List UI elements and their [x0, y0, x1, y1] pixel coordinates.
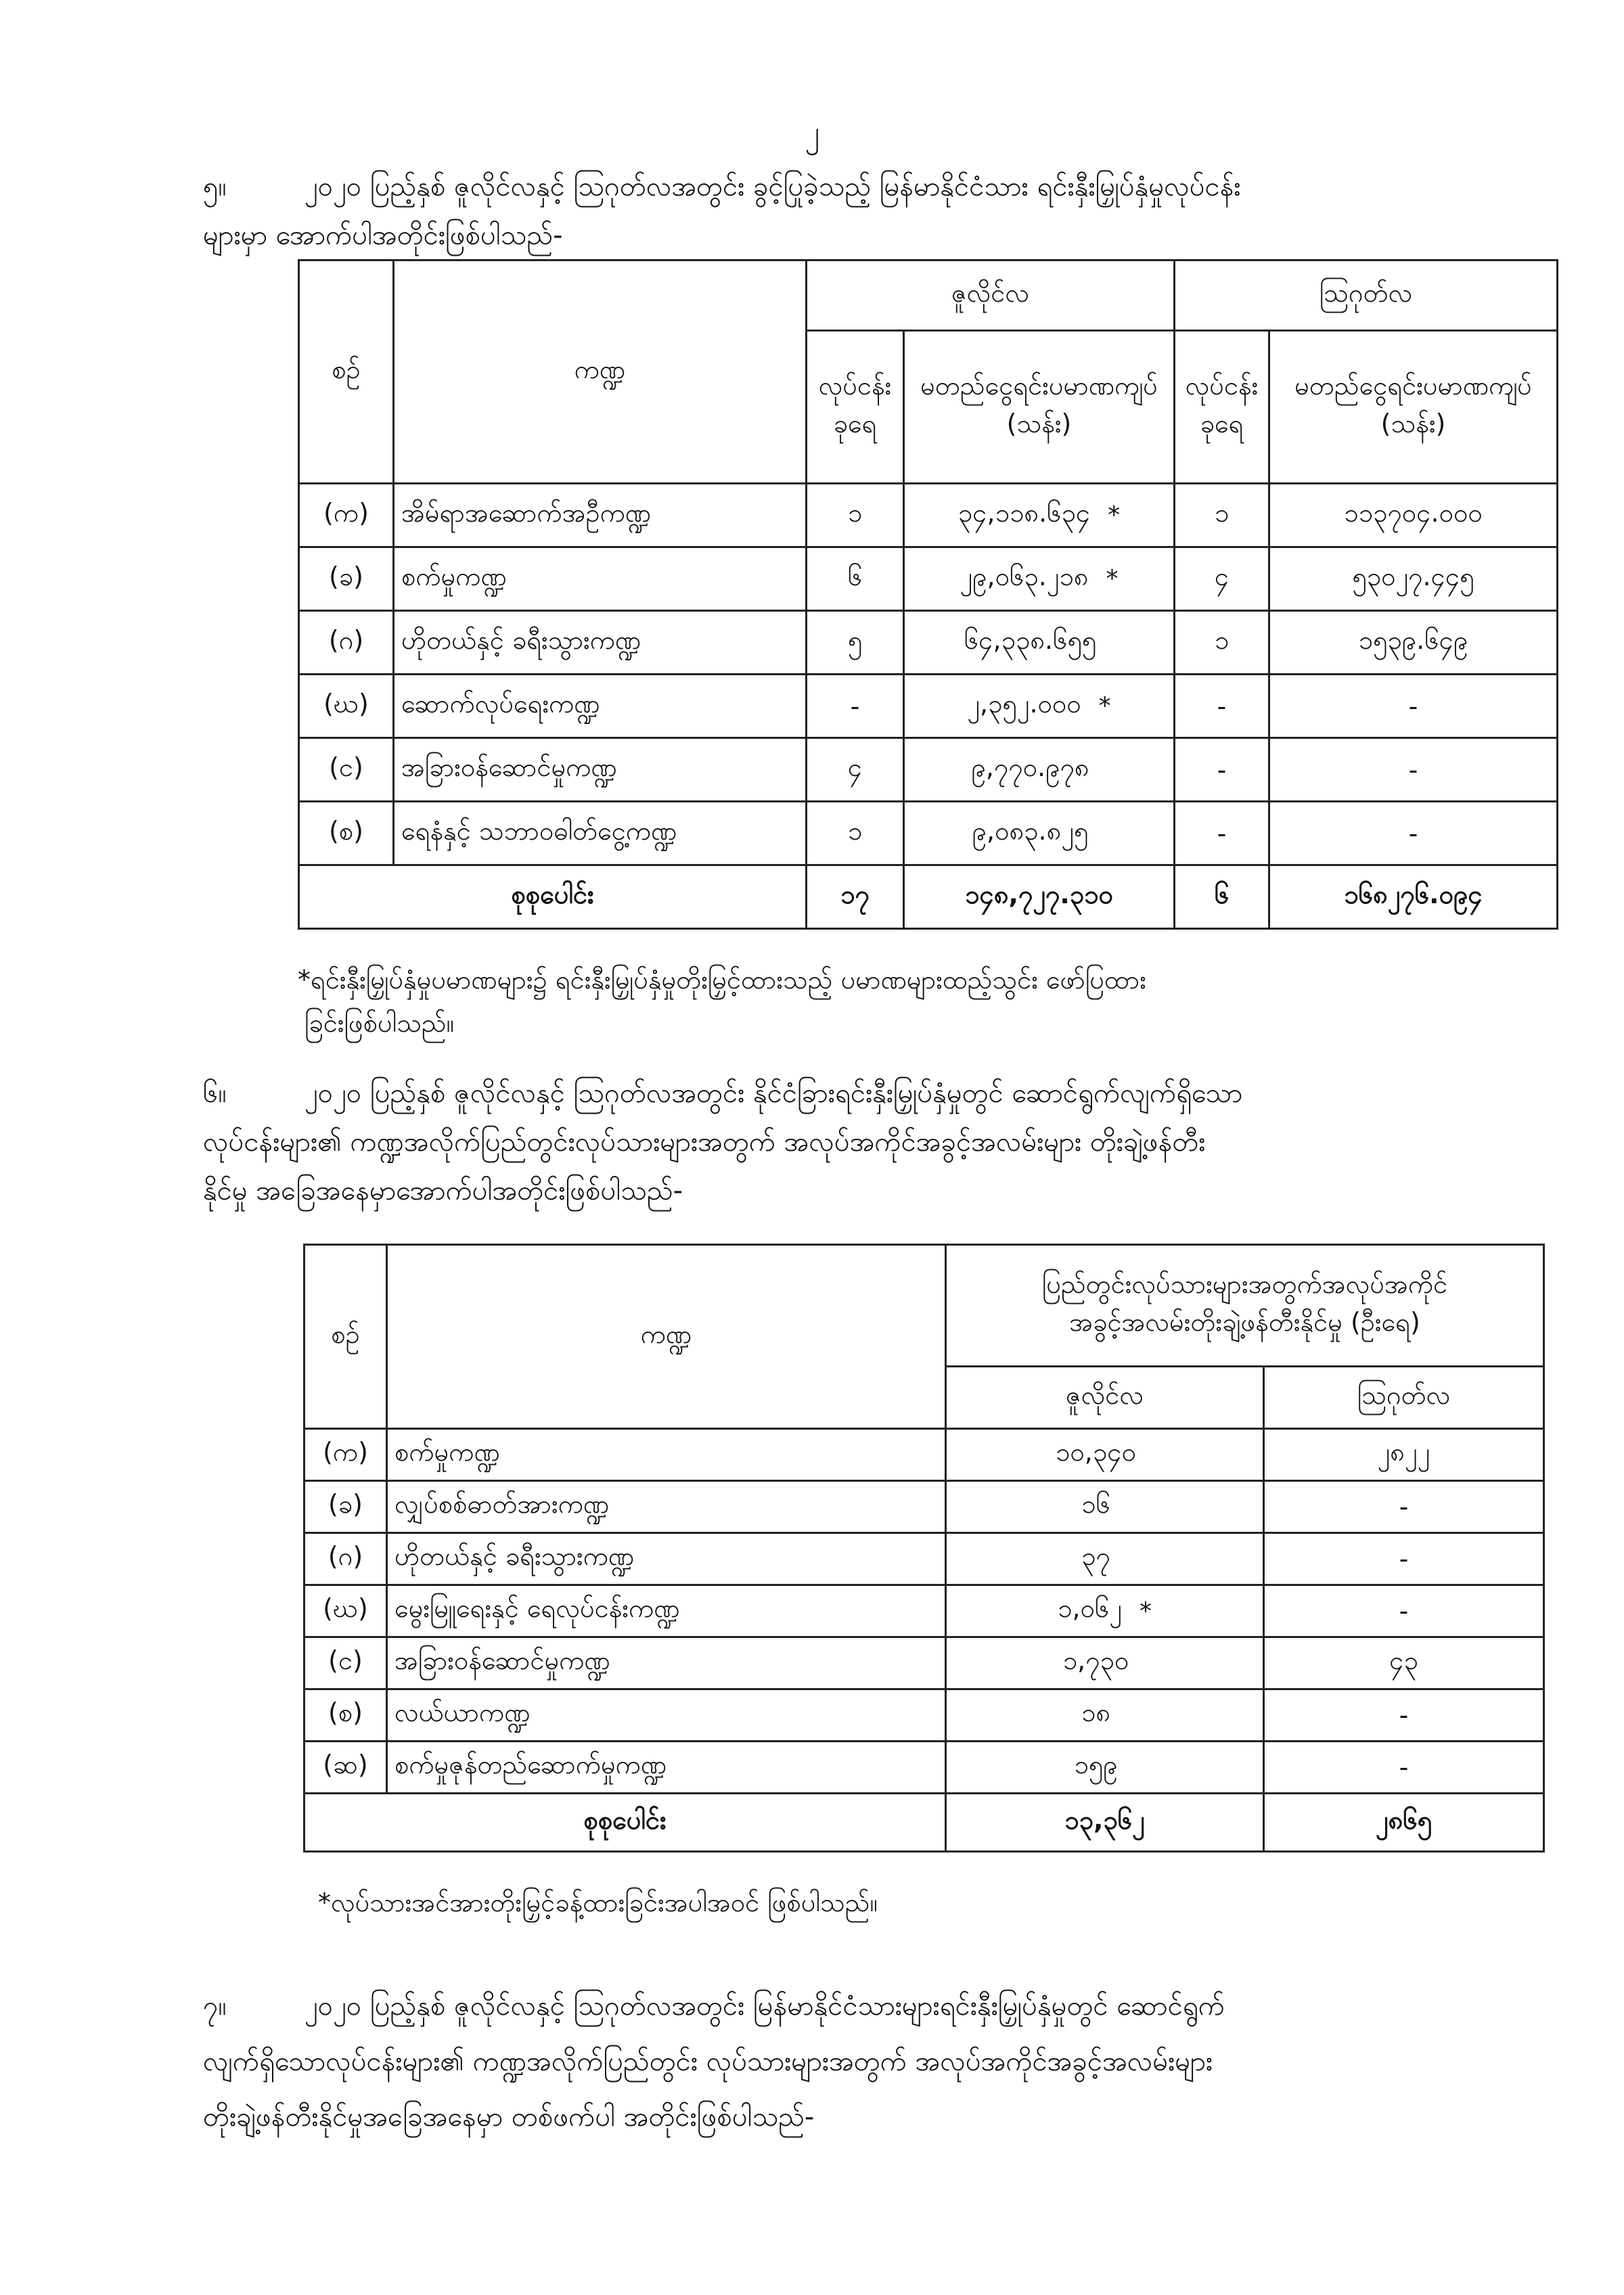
row-aug-count: -	[1175, 802, 1269, 865]
row-sector: ဟိုတယ်နှင့် ခရီးသွားကဏ္ဍ	[394, 611, 807, 675]
total-july-count: ၁၇	[807, 865, 904, 929]
section-7-paragraph	[203, 1978, 1556, 2145]
table2-row	[304, 1533, 1544, 1585]
row-july-count: ၁	[807, 484, 904, 547]
table2-row-no: (ဃ)	[304, 1585, 387, 1637]
row-july-amount-cell	[904, 738, 1175, 802]
table2-column-header-july: ဇူလိုင်လ	[946, 1367, 1264, 1429]
column-header-sector: ကဏ္ဍ	[394, 260, 807, 484]
table2-header-row	[304, 1245, 1544, 1367]
table2-row-july: ၁၈	[1081, 1698, 1111, 1727]
section-6-number: ၆။	[203, 1078, 227, 1109]
row-aug-amount: ၁၅၃၉.၆၄၉	[1269, 611, 1558, 675]
table2-row-sector: လယ်ယာကဏ္ဍ	[387, 1689, 946, 1742]
row-no: (င)	[299, 738, 394, 802]
row-star-marker: *	[1106, 565, 1119, 593]
table2-row-august: -	[1264, 1585, 1544, 1637]
row-aug-amount: -	[1269, 738, 1558, 802]
row-sector: ဆောက်လုပ်ရေးကဏ္ဍ	[394, 675, 807, 738]
table2-total-label: စုစုပေါင်း	[304, 1794, 946, 1852]
table2-row-no: (စ)	[304, 1689, 387, 1742]
table2-row-july-cell	[946, 1742, 1264, 1794]
table2-total-row	[304, 1794, 1544, 1852]
table-row	[299, 802, 1558, 865]
row-july-count: ၅	[807, 611, 904, 675]
table2-row-august: ၄၃	[1264, 1637, 1544, 1689]
table2-row-sector: စက်မှုကဏ္ဍ	[387, 1429, 946, 1481]
table2-row-july: ၁၅၉	[1074, 1750, 1118, 1779]
table2-row-august: ၂၈၂၂	[1264, 1429, 1544, 1481]
table2-row	[304, 1637, 1544, 1689]
section-6-line-2: လုပ်ငန်းများ၏ ကဏ္ဍအလိုက်ပြည်တွင်းလုပ်သားများအတွက် အလုပ်အကိုင်အခွင့်အလမ်းများ တိုးချဲ့ဖန်တီး	[203, 1127, 1206, 1158]
table2-row-no: (ဆ)	[304, 1742, 387, 1794]
table2-row-july: ၁,၀၆၂	[1058, 1593, 1122, 1623]
column-header-july-count: လုပ်ငန်းခုရေ	[807, 331, 904, 484]
row-no: (စ)	[299, 802, 394, 865]
table-row	[299, 675, 1558, 738]
table2-row-no: (က)	[304, 1429, 387, 1481]
row-aug-count: ၁	[1175, 484, 1269, 547]
column-header-aug-amount: မတည်ငွေရင်းပမာဏကျပ် (သန်း)	[1269, 331, 1558, 484]
row-sector: ရေနံနှင့် သဘာဝဓါတ်ငွေ့ကဏ္ဍ	[394, 802, 807, 865]
section-7-line-3: တိုးချဲ့ဖန်တီးနိုင်မှုအခြေအနေမှာ တစ်ဖက်ပါ အတိုင်းဖြစ်ပါသည်-	[203, 2101, 815, 2133]
section-6-line-1: ၂၀၂၀ ပြည့်နှစ် ဇူလိုင်လနှင့် ဩဂုတ်လအတွင်း နိုင်ငံခြားရင်းနှီးမြှုပ်နှံမှုတွင် ဆောင်ရွက်လျက်ရှိသော	[304, 1078, 1243, 1109]
table2-row	[304, 1481, 1544, 1533]
total-aug-amount: ၁၆၈၂၇၆.၀၉၄	[1269, 865, 1558, 929]
table2-row-sector: စက်မှုဇုန်တည်ဆောက်မှုကဏ္ဍ	[387, 1742, 946, 1794]
table2-row-sector: ဟိုတယ်နှင့် ခရီးသွားကဏ္ဍ	[387, 1533, 946, 1585]
section-5-line-2: များမှာ အောက်ပါအတိုင်းဖြစ်ပါသည်-	[203, 220, 563, 251]
table2-row-sector: အခြားဝန်ဆောင်မှုကဏ္ဍ	[387, 1637, 946, 1689]
row-sector: စက်မှုကဏ္ဍ	[394, 547, 807, 611]
row-july-count: ၆	[807, 547, 904, 611]
row-july-amount: ၉,၀၈၃.၈၂၅	[972, 815, 1089, 846]
table2-column-header-august: ဩဂုတ်လ	[1264, 1367, 1544, 1429]
section-6-paragraph	[203, 1069, 1556, 1215]
row-aug-count: -	[1175, 675, 1269, 738]
section-6-line-3: နိုင်မှု အခြေအနေမှာအောက်ပါအတိုင်းဖြစ်ပါသည်-	[203, 1175, 683, 1206]
table2-total-july: ၁၃,၃၆၂	[946, 1794, 1264, 1852]
table2-row	[304, 1742, 1544, 1794]
row-july-amount: ၆၄,၃၃၈.၆၅၅	[964, 624, 1097, 655]
employment-table	[303, 1244, 1545, 1853]
row-july-amount: ၃၄,၁၁၈.၆၃၄	[957, 497, 1091, 528]
table2-row-no: (င)	[304, 1637, 387, 1689]
total-aug-count: ၆	[1175, 865, 1269, 929]
table2-group-line-1: ပြည်တွင်းလုပ်သားများအတွက်အလုပ်အကိုင်	[1041, 1269, 1448, 1299]
row-july-count: ၁	[807, 802, 904, 865]
section-7-number: ၇။	[203, 1991, 227, 2022]
section-5-number: ၅။	[203, 171, 227, 202]
table2-row	[304, 1689, 1544, 1742]
section-7-line-2: လျက်ရှိသောလုပ်ငန်းများ၏ ကဏ္ဍအလိုက်ပြည်တွင်း လုပ်သားများအတွက် အလုပ်အကိုင်အခွင့်အလမ်းများ	[203, 2046, 1213, 2077]
note-1-line-1: *ရင်းနှီးမြှုပ်နှံမှုပမာဏများ၌ ရင်းနှီးမြှုပ်နှံမှုတိုးမြှင့်ထားသည့် ပမာဏများထည့်သွင်း ဖော်ပြထား	[298, 965, 1146, 995]
table2-row-no: (ဂ)	[304, 1533, 387, 1585]
table2-row-july-cell	[946, 1533, 1264, 1585]
row-sector: အိမ်ရာအဆောက်အဦကဏ္ဍ	[394, 484, 807, 547]
table2-row-star-marker: *	[1139, 1597, 1152, 1625]
row-july-amount-cell	[904, 675, 1175, 738]
table2-row	[304, 1585, 1544, 1637]
row-july-count: ၄	[807, 738, 904, 802]
table2-row-august: -	[1264, 1742, 1544, 1794]
table2-row-july: ၁၆	[1081, 1489, 1110, 1519]
table2-row-july: ၁,၇၃၀	[1062, 1645, 1129, 1675]
table2-total-august: ၂၈၆၅	[1264, 1794, 1544, 1852]
row-july-amount: ၉,၇၇၀.၉၇၈	[971, 752, 1089, 782]
row-july-amount: ၂,၃၅၂.၀၀၀	[967, 688, 1081, 719]
column-header-july-amount: မတည်ငွေရင်းပမာဏကျပ် (သန်း)	[904, 331, 1175, 484]
note-2: *လုပ်သားအင်အားတိုးမြှင့်ခန့်ထားခြင်းအပါအဝင် ဖြစ်ပါသည်။	[318, 1888, 878, 1917]
row-july-amount-cell	[904, 802, 1175, 865]
table2-column-header-group	[946, 1245, 1544, 1367]
table2-row-july-cell	[946, 1585, 1264, 1637]
table2-row-july-cell	[946, 1429, 1264, 1481]
total-label: စုစုပေါင်း	[299, 865, 807, 929]
row-no: (ဃ)	[299, 675, 394, 738]
table2-row-sector: လျှပ်စစ်ဓာတ်အားကဏ္ဍ	[387, 1481, 946, 1533]
row-star-marker: *	[1098, 692, 1111, 720]
table2-row-sector: မွေးမြူရေးနှင့် ရေလုပ်ငန်းကဏ္ဍ	[387, 1585, 946, 1637]
column-header-august: ဩဂုတ်လ	[1175, 260, 1558, 331]
section-5-paragraph	[203, 162, 1543, 260]
table-header-row	[299, 260, 1558, 331]
section-5-line-1: ၂၀၂၀ ပြည့်နှစ် ဇူလိုင်လနှင့် ဩဂုတ်လအတွင်း ခွင့်ပြုခဲ့သည့် မြန်မာနိုင်ငံသား ရင်းနှီးမြှုပ်နှံမှုလုပ်ငန်း	[304, 171, 1241, 202]
row-no: (က)	[299, 484, 394, 547]
column-header-aug-count: လုပ်ငန်းခုရေ	[1175, 331, 1269, 484]
row-sector: အခြားဝန်ဆောင်မှုကဏ္ဍ	[394, 738, 807, 802]
table2-row-no: (ခ)	[304, 1481, 387, 1533]
row-aug-amount: -	[1269, 675, 1558, 738]
table2-row-july: ၁၀,၃၄၀	[1056, 1437, 1136, 1467]
row-july-amount: ၂၉,၀၆၃.၂၁၈	[960, 561, 1089, 591]
column-header-no: စဉ်	[299, 260, 394, 484]
row-no: (ခ)	[299, 547, 394, 611]
row-aug-count: ၁	[1175, 611, 1269, 675]
table2-row	[304, 1429, 1544, 1481]
row-aug-count: -	[1175, 738, 1269, 802]
row-aug-amount: -	[1269, 802, 1558, 865]
table-row	[299, 611, 1558, 675]
table2-row-july-cell	[946, 1689, 1264, 1742]
note-1-line-2: ခြင်းဖြစ်ပါသည်။	[304, 1008, 455, 1038]
table-row	[299, 738, 1558, 802]
row-aug-amount: ၁၁၃၇၀၄.၀၀၀	[1269, 484, 1558, 547]
row-star-marker: *	[1108, 501, 1121, 529]
column-header-july: ဇူလိုင်လ	[807, 260, 1175, 331]
table2-row-july-cell	[946, 1481, 1264, 1533]
investment-table	[298, 259, 1558, 930]
table-total-row	[299, 865, 1558, 929]
table2-row-august: -	[1264, 1689, 1544, 1742]
section-7-line-1: ၂၀၂၀ ပြည့်နှစ် ဇူလိုင်လနှင့် ဩဂုတ်လအတွင်း မြန်မာနိုင်ငံသားများရင်းနှီးမြှုပ်နှံမှုတွင် ဆောင်ရွက်	[304, 1991, 1225, 2022]
note-1	[298, 958, 1556, 1045]
table2-row-july: ၃၇	[1081, 1541, 1110, 1571]
table2-group-line-2: အခွင့်အလမ်းတိုးချဲ့ဖန်တီးနိုင်မှု (ဦးရေ)	[1069, 1306, 1420, 1337]
table2-row-august: -	[1264, 1481, 1544, 1533]
row-aug-amount: ၅၃၀၂၇.၄၄၅	[1269, 547, 1558, 611]
page-number: ၂	[805, 115, 819, 150]
row-july-amount-cell	[904, 547, 1175, 611]
table2-column-header-no: စဉ်	[304, 1245, 387, 1429]
table2-row-august: -	[1264, 1533, 1544, 1585]
row-no: (ဂ)	[299, 611, 394, 675]
row-aug-count: ၄	[1175, 547, 1269, 611]
table2-row-july-cell	[946, 1637, 1264, 1689]
table-row	[299, 547, 1558, 611]
table2-column-header-sector: ကဏ္ဍ	[387, 1245, 946, 1429]
total-july-amount: ၁၄၈,၇၂၇.၃၁၀	[904, 865, 1175, 929]
row-july-amount-cell	[904, 484, 1175, 547]
table-row	[299, 484, 1558, 547]
row-july-amount-cell	[904, 611, 1175, 675]
row-july-count: -	[807, 675, 904, 738]
